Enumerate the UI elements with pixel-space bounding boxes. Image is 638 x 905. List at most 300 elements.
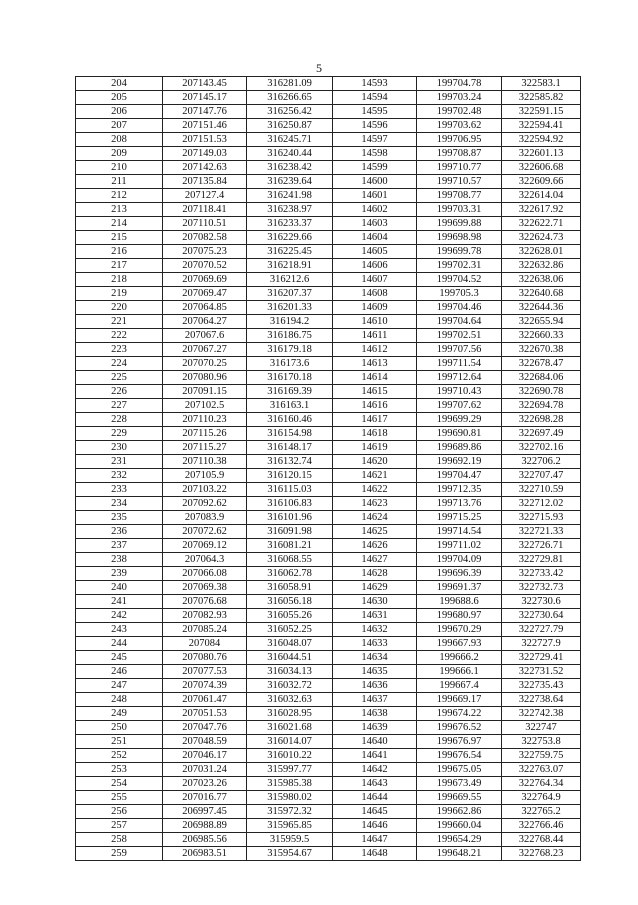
cell-x-coordinate-2: 199676.54 (417, 749, 502, 763)
cell-y-coordinate-2: 322632.86 (502, 259, 581, 273)
cell-x-coordinate-2: 199660.04 (417, 819, 502, 833)
cell-x-coordinate: 206983.51 (163, 847, 247, 861)
cell-x-coordinate-2: 199704.09 (417, 553, 502, 567)
cell-y-coordinate-2: 322617.92 (502, 203, 581, 217)
cell-point-number-2: 14625 (333, 525, 417, 539)
cell-point-number-2: 14605 (333, 245, 417, 259)
cell-y-coordinate-2: 322731.52 (502, 665, 581, 679)
cell-x-coordinate-2: 199703.31 (417, 203, 502, 217)
cell-x-coordinate-2: 199692.19 (417, 455, 502, 469)
cell-point-number: 240 (76, 581, 163, 595)
cell-x-coordinate-2: 199689.86 (417, 441, 502, 455)
cell-x-coordinate: 207103.22 (163, 483, 247, 497)
cell-point-number-2: 14642 (333, 763, 417, 777)
cell-x-coordinate: 207064.27 (163, 315, 247, 329)
cell-point-number-2: 14632 (333, 623, 417, 637)
cell-y-coordinate-2: 322753.8 (502, 735, 581, 749)
table-row (76, 399, 581, 413)
cell-x-coordinate: 207083.9 (163, 511, 247, 525)
cell-point-number: 216 (76, 245, 163, 259)
cell-x-coordinate-2: 199667.4 (417, 679, 502, 693)
cell-y-coordinate-2: 322606.68 (502, 161, 581, 175)
cell-point-number: 206 (76, 105, 163, 119)
cell-x-coordinate-2: 199703.62 (417, 119, 502, 133)
cell-point-number-2: 14616 (333, 399, 417, 413)
cell-x-coordinate: 207143.45 (163, 77, 247, 91)
table-row (76, 609, 581, 623)
cell-y-coordinate: 316179.18 (247, 343, 333, 357)
cell-y-coordinate-2: 322729.41 (502, 651, 581, 665)
cell-y-coordinate-2: 322766.46 (502, 819, 581, 833)
cell-x-coordinate-2: 199669.55 (417, 791, 502, 805)
table-row (76, 847, 581, 861)
cell-x-coordinate-2: 199707.62 (417, 399, 502, 413)
table-row (76, 511, 581, 525)
table-row (76, 833, 581, 847)
table-row (76, 217, 581, 231)
cell-x-coordinate-2: 199699.29 (417, 413, 502, 427)
cell-y-coordinate-2: 322730.6 (502, 595, 581, 609)
cell-y-coordinate: 316101.96 (247, 511, 333, 525)
cell-point-number: 212 (76, 189, 163, 203)
cell-x-coordinate: 207110.38 (163, 455, 247, 469)
cell-point-number-2: 14622 (333, 483, 417, 497)
cell-x-coordinate: 207074.39 (163, 679, 247, 693)
cell-point-number: 228 (76, 413, 163, 427)
cell-point-number-2: 14593 (333, 77, 417, 91)
coordinates-table-body (76, 77, 581, 861)
cell-y-coordinate-2: 322738.64 (502, 693, 581, 707)
cell-x-coordinate-2: 199690.81 (417, 427, 502, 441)
table-row (76, 567, 581, 581)
table-row (76, 77, 581, 91)
cell-point-number: 225 (76, 371, 163, 385)
cell-y-coordinate: 316245.71 (247, 133, 333, 147)
cell-x-coordinate-2: 199680.97 (417, 609, 502, 623)
table-row (76, 427, 581, 441)
cell-point-number-2: 14629 (333, 581, 417, 595)
table-row (76, 637, 581, 651)
table-row (76, 105, 581, 119)
cell-y-coordinate: 315965.85 (247, 819, 333, 833)
cell-y-coordinate: 316052.25 (247, 623, 333, 637)
cell-x-coordinate: 207082.58 (163, 231, 247, 245)
cell-y-coordinate-2: 322655.94 (502, 315, 581, 329)
cell-point-number: 252 (76, 749, 163, 763)
cell-x-coordinate: 207072.62 (163, 525, 247, 539)
cell-point-number: 224 (76, 357, 163, 371)
cell-point-number: 209 (76, 147, 163, 161)
cell-point-number-2: 14636 (333, 679, 417, 693)
cell-y-coordinate: 316120.15 (247, 469, 333, 483)
cell-point-number: 229 (76, 427, 163, 441)
cell-x-coordinate: 207075.23 (163, 245, 247, 259)
cell-point-number: 215 (76, 231, 163, 245)
cell-point-number-2: 14623 (333, 497, 417, 511)
cell-y-coordinate-2: 322690.78 (502, 385, 581, 399)
cell-point-number: 242 (76, 609, 163, 623)
cell-point-number-2: 14644 (333, 791, 417, 805)
cell-y-coordinate: 316091.98 (247, 525, 333, 539)
cell-point-number: 245 (76, 651, 163, 665)
cell-x-coordinate: 207077.53 (163, 665, 247, 679)
cell-x-coordinate-2: 199699.78 (417, 245, 502, 259)
cell-point-number-2: 14612 (333, 343, 417, 357)
table-row (76, 525, 581, 539)
cell-point-number: 258 (76, 833, 163, 847)
cell-point-number-2: 14601 (333, 189, 417, 203)
cell-y-coordinate: 316266.65 (247, 91, 333, 105)
table-row (76, 665, 581, 679)
cell-point-number-2: 14633 (333, 637, 417, 651)
cell-x-coordinate-2: 199708.87 (417, 147, 502, 161)
cell-x-coordinate: 207145.17 (163, 91, 247, 105)
cell-point-number-2: 14602 (333, 203, 417, 217)
cell-x-coordinate: 207115.26 (163, 427, 247, 441)
cell-y-coordinate-2: 322733.42 (502, 567, 581, 581)
cell-point-number-2: 14599 (333, 161, 417, 175)
cell-point-number-2: 14648 (333, 847, 417, 861)
cell-point-number-2: 14628 (333, 567, 417, 581)
cell-y-coordinate-2: 322732.73 (502, 581, 581, 595)
cell-x-coordinate: 207110.51 (163, 217, 247, 231)
cell-point-number: 249 (76, 707, 163, 721)
cell-y-coordinate-2: 322759.75 (502, 749, 581, 763)
cell-y-coordinate: 316229.66 (247, 231, 333, 245)
cell-y-coordinate-2: 322660.33 (502, 329, 581, 343)
cell-point-number: 250 (76, 721, 163, 735)
cell-point-number: 217 (76, 259, 163, 273)
cell-point-number: 254 (76, 777, 163, 791)
cell-x-coordinate: 207127.4 (163, 189, 247, 203)
cell-point-number: 251 (76, 735, 163, 749)
table-row (76, 161, 581, 175)
cell-y-coordinate: 316021.68 (247, 721, 333, 735)
cell-x-coordinate: 207118.41 (163, 203, 247, 217)
cell-y-coordinate-2: 322721.33 (502, 525, 581, 539)
cell-point-number-2: 14600 (333, 175, 417, 189)
cell-point-number: 204 (76, 77, 163, 91)
cell-y-coordinate: 316032.72 (247, 679, 333, 693)
cell-x-coordinate: 207069.47 (163, 287, 247, 301)
cell-point-number: 214 (76, 217, 163, 231)
cell-y-coordinate-2: 322644.36 (502, 301, 581, 315)
table-row (76, 231, 581, 245)
cell-point-number-2: 14631 (333, 609, 417, 623)
cell-point-number-2: 14615 (333, 385, 417, 399)
cell-y-coordinate-2: 322726.71 (502, 539, 581, 553)
cell-y-coordinate: 316233.37 (247, 217, 333, 231)
cell-y-coordinate-2: 322594.41 (502, 119, 581, 133)
cell-x-coordinate-2: 199704.47 (417, 469, 502, 483)
cell-y-coordinate-2: 322628.01 (502, 245, 581, 259)
table-row (76, 315, 581, 329)
cell-point-number: 255 (76, 791, 163, 805)
cell-x-coordinate-2: 199654.29 (417, 833, 502, 847)
cell-point-number: 210 (76, 161, 163, 175)
cell-y-coordinate-2: 322715.93 (502, 511, 581, 525)
cell-x-coordinate-2: 199699.88 (417, 217, 502, 231)
cell-x-coordinate-2: 199711.54 (417, 357, 502, 371)
cell-point-number-2: 14627 (333, 553, 417, 567)
cell-y-coordinate-2: 322727.9 (502, 637, 581, 651)
cell-point-number: 219 (76, 287, 163, 301)
table-row (76, 343, 581, 357)
cell-x-coordinate: 207016.77 (163, 791, 247, 805)
cell-x-coordinate: 207023.26 (163, 777, 247, 791)
cell-y-coordinate-2: 322697.49 (502, 427, 581, 441)
cell-point-number: 259 (76, 847, 163, 861)
cell-point-number-2: 14604 (333, 231, 417, 245)
cell-x-coordinate: 206988.89 (163, 819, 247, 833)
cell-y-coordinate: 316238.97 (247, 203, 333, 217)
cell-point-number: 244 (76, 637, 163, 651)
cell-point-number-2: 14646 (333, 819, 417, 833)
cell-point-number: 211 (76, 175, 163, 189)
cell-point-number: 205 (76, 91, 163, 105)
cell-y-coordinate-2: 322730.64 (502, 609, 581, 623)
cell-x-coordinate-2: 199688.6 (417, 595, 502, 609)
cell-x-coordinate-2: 199670.29 (417, 623, 502, 637)
cell-y-coordinate: 316081.21 (247, 539, 333, 553)
cell-x-coordinate-2: 199711.02 (417, 539, 502, 553)
cell-x-coordinate-2: 199715.25 (417, 511, 502, 525)
cell-x-coordinate-2: 199702.48 (417, 105, 502, 119)
cell-x-coordinate-2: 199703.24 (417, 91, 502, 105)
cell-point-number-2: 14634 (333, 651, 417, 665)
cell-y-coordinate-2: 322706.2 (502, 455, 581, 469)
cell-y-coordinate-2: 322601.13 (502, 147, 581, 161)
cell-point-number-2: 14621 (333, 469, 417, 483)
cell-point-number: 247 (76, 679, 163, 693)
cell-point-number-2: 14609 (333, 301, 417, 315)
cell-y-coordinate: 316014.07 (247, 735, 333, 749)
cell-x-coordinate: 207061.47 (163, 693, 247, 707)
cell-x-coordinate-2: 199704.64 (417, 315, 502, 329)
cell-point-number: 207 (76, 119, 163, 133)
cell-point-number: 222 (76, 329, 163, 343)
cell-x-coordinate-2: 199705.3 (417, 287, 502, 301)
cell-x-coordinate: 207070.25 (163, 357, 247, 371)
table-row (76, 819, 581, 833)
cell-y-coordinate-2: 322764.9 (502, 791, 581, 805)
cell-y-coordinate: 316056.18 (247, 595, 333, 609)
cell-point-number: 233 (76, 483, 163, 497)
cell-x-coordinate-2: 199714.54 (417, 525, 502, 539)
cell-x-coordinate: 207115.27 (163, 441, 247, 455)
table-row (76, 651, 581, 665)
cell-y-coordinate: 316132.74 (247, 455, 333, 469)
cell-point-number-2: 14630 (333, 595, 417, 609)
cell-y-coordinate: 316212.6 (247, 273, 333, 287)
cell-point-number-2: 14635 (333, 665, 417, 679)
cell-point-number-2: 14603 (333, 217, 417, 231)
cell-y-coordinate: 316163.1 (247, 399, 333, 413)
cell-point-number-2: 14618 (333, 427, 417, 441)
cell-y-coordinate: 316194.2 (247, 315, 333, 329)
cell-y-coordinate-2: 322591.15 (502, 105, 581, 119)
cell-y-coordinate: 316241.98 (247, 189, 333, 203)
cell-x-coordinate-2: 199666.1 (417, 665, 502, 679)
cell-y-coordinate-2: 322768.44 (502, 833, 581, 847)
cell-point-number-2: 14640 (333, 735, 417, 749)
page-number: 5 (316, 61, 322, 75)
cell-x-coordinate-2: 199702.51 (417, 329, 502, 343)
table-row (76, 357, 581, 371)
cell-point-number: 256 (76, 805, 163, 819)
cell-point-number: 234 (76, 497, 163, 511)
cell-x-coordinate: 207142.63 (163, 161, 247, 175)
cell-point-number-2: 14641 (333, 749, 417, 763)
cell-point-number-2: 14610 (333, 315, 417, 329)
cell-x-coordinate: 207082.93 (163, 609, 247, 623)
cell-point-number-2: 14639 (333, 721, 417, 735)
coordinates-table (75, 76, 581, 861)
cell-y-coordinate: 316240.44 (247, 147, 333, 161)
cell-y-coordinate: 315954.67 (247, 847, 333, 861)
table-row (76, 483, 581, 497)
cell-point-number: 230 (76, 441, 163, 455)
cell-y-coordinate-2: 322609.66 (502, 175, 581, 189)
cell-x-coordinate-2: 199712.35 (417, 483, 502, 497)
cell-x-coordinate: 207084 (163, 637, 247, 651)
cell-y-coordinate: 315959.5 (247, 833, 333, 847)
table-row (76, 539, 581, 553)
cell-x-coordinate: 207046.17 (163, 749, 247, 763)
cell-x-coordinate: 207048.59 (163, 735, 247, 749)
cell-point-number: 227 (76, 399, 163, 413)
cell-y-coordinate: 316225.45 (247, 245, 333, 259)
table-row (76, 581, 581, 595)
cell-point-number-2: 14596 (333, 119, 417, 133)
table-row (76, 385, 581, 399)
cell-x-coordinate: 207102.5 (163, 399, 247, 413)
table-row (76, 777, 581, 791)
cell-point-number: 220 (76, 301, 163, 315)
cell-y-coordinate: 315997.77 (247, 763, 333, 777)
cell-point-number: 236 (76, 525, 163, 539)
cell-y-coordinate-2: 322712.02 (502, 497, 581, 511)
table-row (76, 805, 581, 819)
table-row (76, 259, 581, 273)
cell-x-coordinate: 207069.12 (163, 539, 247, 553)
cell-point-number-2: 14614 (333, 371, 417, 385)
table-row (76, 553, 581, 567)
table-row (76, 693, 581, 707)
cell-y-coordinate-2: 322727.79 (502, 623, 581, 637)
cell-x-coordinate-2: 199662.86 (417, 805, 502, 819)
table-row (76, 595, 581, 609)
cell-point-number-2: 14606 (333, 259, 417, 273)
table-row (76, 749, 581, 763)
cell-x-coordinate: 207105.9 (163, 469, 247, 483)
table-row (76, 763, 581, 777)
cell-y-coordinate: 316170.18 (247, 371, 333, 385)
cell-y-coordinate: 316062.78 (247, 567, 333, 581)
cell-x-coordinate-2: 199708.77 (417, 189, 502, 203)
cell-y-coordinate: 316201.33 (247, 301, 333, 315)
cell-x-coordinate: 206985.56 (163, 833, 247, 847)
table-row (76, 189, 581, 203)
cell-y-coordinate-2: 322614.04 (502, 189, 581, 203)
cell-point-number-2: 14647 (333, 833, 417, 847)
cell-x-coordinate: 207047.76 (163, 721, 247, 735)
cell-point-number-2: 14613 (333, 357, 417, 371)
cell-point-number-2: 14619 (333, 441, 417, 455)
cell-y-coordinate-2: 322710.59 (502, 483, 581, 497)
cell-x-coordinate-2: 199691.37 (417, 581, 502, 595)
cell-point-number: 238 (76, 553, 163, 567)
cell-x-coordinate-2: 199704.46 (417, 301, 502, 315)
cell-y-coordinate-2: 322640.68 (502, 287, 581, 301)
cell-y-coordinate: 316173.6 (247, 357, 333, 371)
table-row (76, 119, 581, 133)
table-row (76, 203, 581, 217)
cell-y-coordinate: 316010.22 (247, 749, 333, 763)
cell-x-coordinate-2: 199706.95 (417, 133, 502, 147)
cell-point-number-2: 14607 (333, 273, 417, 287)
cell-x-coordinate-2: 199667.93 (417, 637, 502, 651)
cell-y-coordinate: 316034.13 (247, 665, 333, 679)
cell-point-number: 235 (76, 511, 163, 525)
table-row (76, 441, 581, 455)
cell-point-number-2: 14638 (333, 707, 417, 721)
cell-y-coordinate: 316169.39 (247, 385, 333, 399)
cell-point-number-2: 14595 (333, 105, 417, 119)
cell-x-coordinate-2: 199675.05 (417, 763, 502, 777)
cell-x-coordinate: 207031.24 (163, 763, 247, 777)
cell-x-coordinate: 206997.45 (163, 805, 247, 819)
cell-x-coordinate-2: 199712.64 (417, 371, 502, 385)
cell-y-coordinate-2: 322583.1 (502, 77, 581, 91)
cell-x-coordinate-2: 199704.52 (417, 273, 502, 287)
cell-y-coordinate-2: 322729.81 (502, 553, 581, 567)
cell-x-coordinate: 207064.85 (163, 301, 247, 315)
cell-x-coordinate: 207066.08 (163, 567, 247, 581)
cell-point-number: 226 (76, 385, 163, 399)
table-row (76, 371, 581, 385)
cell-x-coordinate-2: 199704.78 (417, 77, 502, 91)
table-row (76, 147, 581, 161)
table-row (76, 735, 581, 749)
cell-y-coordinate-2: 322747 (502, 721, 581, 735)
cell-x-coordinate: 207091.15 (163, 385, 247, 399)
cell-y-coordinate: 316250.87 (247, 119, 333, 133)
cell-x-coordinate: 207069.69 (163, 273, 247, 287)
cell-y-coordinate: 315972.32 (247, 805, 333, 819)
cell-x-coordinate: 207135.84 (163, 175, 247, 189)
cell-y-coordinate: 315985.38 (247, 777, 333, 791)
cell-point-number-2: 14597 (333, 133, 417, 147)
table-row (76, 133, 581, 147)
cell-point-number-2: 14598 (333, 147, 417, 161)
cell-y-coordinate-2: 322684.06 (502, 371, 581, 385)
cell-x-coordinate: 207110.23 (163, 413, 247, 427)
cell-x-coordinate: 207092.62 (163, 497, 247, 511)
cell-x-coordinate-2: 199710.57 (417, 175, 502, 189)
cell-x-coordinate-2: 199702.31 (417, 259, 502, 273)
cell-y-coordinate: 316106.83 (247, 497, 333, 511)
cell-x-coordinate: 207147.76 (163, 105, 247, 119)
cell-y-coordinate-2: 322594.92 (502, 133, 581, 147)
cell-x-coordinate: 207069.38 (163, 581, 247, 595)
table-row (76, 679, 581, 693)
cell-x-coordinate-2: 199710.77 (417, 161, 502, 175)
cell-point-number-2: 14643 (333, 777, 417, 791)
cell-y-coordinate: 316207.37 (247, 287, 333, 301)
cell-x-coordinate-2: 199666.2 (417, 651, 502, 665)
cell-y-coordinate: 316256.42 (247, 105, 333, 119)
